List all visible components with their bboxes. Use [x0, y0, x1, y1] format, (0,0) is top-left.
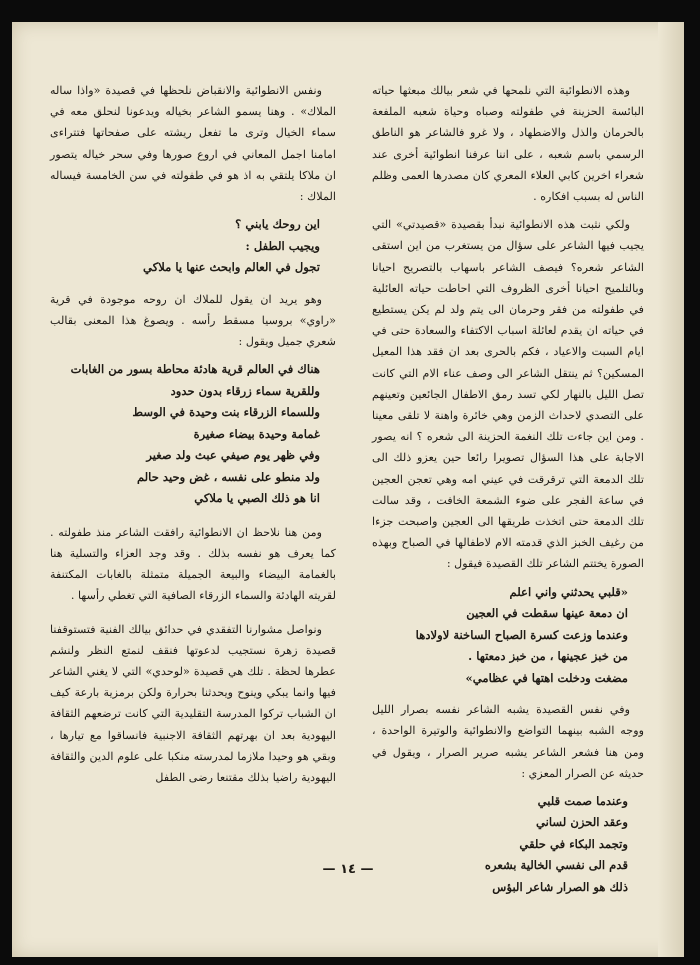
right-paragraph-1: وهذه الانطوائية التي نلمحها في شعر بيالك مبعثها حياته البائسة الحزينة في طفولته وصباه وحياة شعبه الملفعة بالحرمان والذل والاضطهاد ، ولا غرو فالشاعر هو الناطق الرسمي باسم شعبه ، على اننا عرفنا انطوائية أخرى عند شعراء اخرين كابي العلاء المعري كان مصدرها العمى وظلم الناس له بسبب افكاره .: [372, 84, 644, 204]
left-paragraph-3: ومن هنا نلاحظ ان الانطوائية رافقت الشاعر منذ طفولته . كما يعرف هو نفسه بذلك . وقد وجد العزاء والتسلية هنا بالغمامة البيضاء والبيعة الجميلة متمثلة بالغابات المكتنفة لقريته الهادئة والسماء الزرقاء الصافية التي تغطي رأسها .: [50, 525, 336, 603]
poem-line: اين روحك يابني ؟: [235, 217, 320, 232]
left-paragraph-2: وهو يريد ان يقول للملاك ان روحه موجودة في قرية «راوي» بروسيا مسقط رأسه . ويصوغ هذا المعنى بقالب شعري جميل ويقول :: [50, 292, 336, 349]
page-number: — ١٤ —: [322, 862, 374, 877]
poem-line: هناك في العالم قرية هادئة محاطة بسور من الغابات: [70, 362, 320, 377]
poem-line: وعندما وزعت كسرة الصباح الساخنة لاولادها: [415, 627, 628, 642]
poem-line: تجول في العالم وابحث عنها يا ملاكي: [143, 260, 320, 275]
poem-line: مضغت ودخلت اهتها في عظامي»: [465, 670, 628, 685]
right-paragraph-2: ولكي نثبت هذه الانطوائية نبدأ بقصيدة «قصيدتي» التي يجيب فيها الشاعر على سؤال من يستغرب من اين استقى الشاعر شعره؟ فيصف الشاعر باسهاب بالتصريح احيانا وبالتلميح احيانا أخرى الظروف التي احاطت حياته العائلية في طفولته من فقر وحرمان الى يتم ولد لم يكن يستطيع في حياته ان يقدم لعائلة اسباب الاكتفاء والسعادة حتى في ايام السبت والاعياد ، فكم بالحرى بعد ان فقد هذا المعيل المسكين؟ ثم ينتقل الشاعر الى وصف عناء الام التي كانت تصل الليل بالنهار لكي تسد رمق الاطفال الجائعين وتعينهم على التصدي لاحداث الزمن وهي خائرة واهنة لا تلقى معينا . ومن اين جاءت تلك النغمة الحزينة الى شعره ؟ انه يصور الاجابة على هذا السؤال تصويرا رائعا حين يعزو ذلك الى تلك الدمعة التي ترقرقت في عيني امه وهي تعجن العجين في ساعة الفجر على ضوء الشمعة الخافت ، وقد سالت تلك الدمعة حتى اتخذت طريقها الى العجين واصبحت جزءا من رغيف الخبز الذي قدمته الام لاطفالها في الصباح وبهذه الصورة يختتم الشاعر تلك القصيدة فيقول :: [372, 218, 644, 571]
poem-line: من خبز عجينها ، من خبز دمعتها .: [468, 649, 628, 664]
poem-line: وعندما صمت قلبي: [537, 793, 628, 808]
poem-line: وعقد الحزن لساني: [536, 815, 628, 830]
poem-line: وللقرية سماء زرقاء بدون حدود: [170, 383, 320, 398]
poem-line: ذلك هو الصرار شاعر البؤس: [492, 879, 628, 894]
right-poem-2: [372, 791, 644, 899]
poem-line: وللسماء الزرقاء بنت وحيدة في الوسط: [132, 405, 320, 420]
poem-line: وتجمد البكاء في حلقي: [519, 836, 628, 851]
right-poem-1: [372, 582, 644, 690]
poem-line: انا هو ذلك الصبي يا ملاكي: [194, 491, 320, 506]
left-poem-2: [50, 359, 336, 510]
poem-line: وفي ظهر يوم صيفي عبث ولد صغير: [146, 448, 320, 463]
right-paragraph-3: وفي نفس القصيدة يشبه الشاعر نفسه بصرار الليل ووجه الشبه بينهما التواضع والانطوائية والوتيرة الواحدة ، ومن هنا فشعر الشاعر يشبه صرير الصرار ، ويقول في حديثه عن الصرار المعزي :: [372, 703, 644, 780]
document-page: [12, 22, 684, 957]
right-column: [372, 80, 644, 908]
left-paragraph-1: ونفس الانطوائية والانقباض نلحظها في قصيدة «واذا ساله الملاك» . وهنا يسمو الشاعر بخياله ويدعونا لنحلق معه في سماء الخيال وترى ما تفعل ريشته على صفحاتها فتتراءى امامنا اجمل المعاني في اروع صورها وفي سحر خياله يتصور ان ملاكا يلتقي به اذ هو في طفولته في سن الخامسة فيساله الملاك :: [50, 84, 336, 204]
page-binding-edge: [658, 22, 684, 957]
left-column: [50, 80, 336, 795]
poem-line: ولد منطو على نفسه ، غض وحيد حالم: [136, 469, 320, 484]
poem-line: غمامة وحيدة بيضاء صغيرة: [193, 426, 320, 441]
poem-line: قدم الى نفسي الخالية بشعره: [484, 858, 628, 873]
left-paragraph-4: ونواصل مشوارنا التفقدي في حدائق بيالك الفنية فتستوقفنا قصيدة زهرة نستجيب لدعوتها فنقف لنمتع النظر ولنشم عطرها لحظة . تلك هي قصيدة «لوحدي» التي لا يغني الشاعر فيها وانما يبكي وينوح ويحدثنا بحرارة ولكن برمزية بارعة كيف ان الشباب تركوا المدرسة التقليدية التي كانت ترضعهم الثقافة اليهودية بعد ان بهرتهم الثقافة الاجنبية فانساقوا مع تيارها ، وبقي هو وحيدا ملازما لمدرسته منكبا على علوم الدين والثقافة اليهودية راضيا بذلك مقتنعا رضى الطفل: [50, 622, 336, 785]
poem-line: ان دمعة عينها سقطت في العجين: [466, 606, 628, 621]
poem-line: ويجيب الطفل :: [245, 238, 320, 253]
poem-line: «قلبي يحدثني واني اعلم: [509, 584, 628, 599]
left-poem-1: [50, 214, 336, 279]
